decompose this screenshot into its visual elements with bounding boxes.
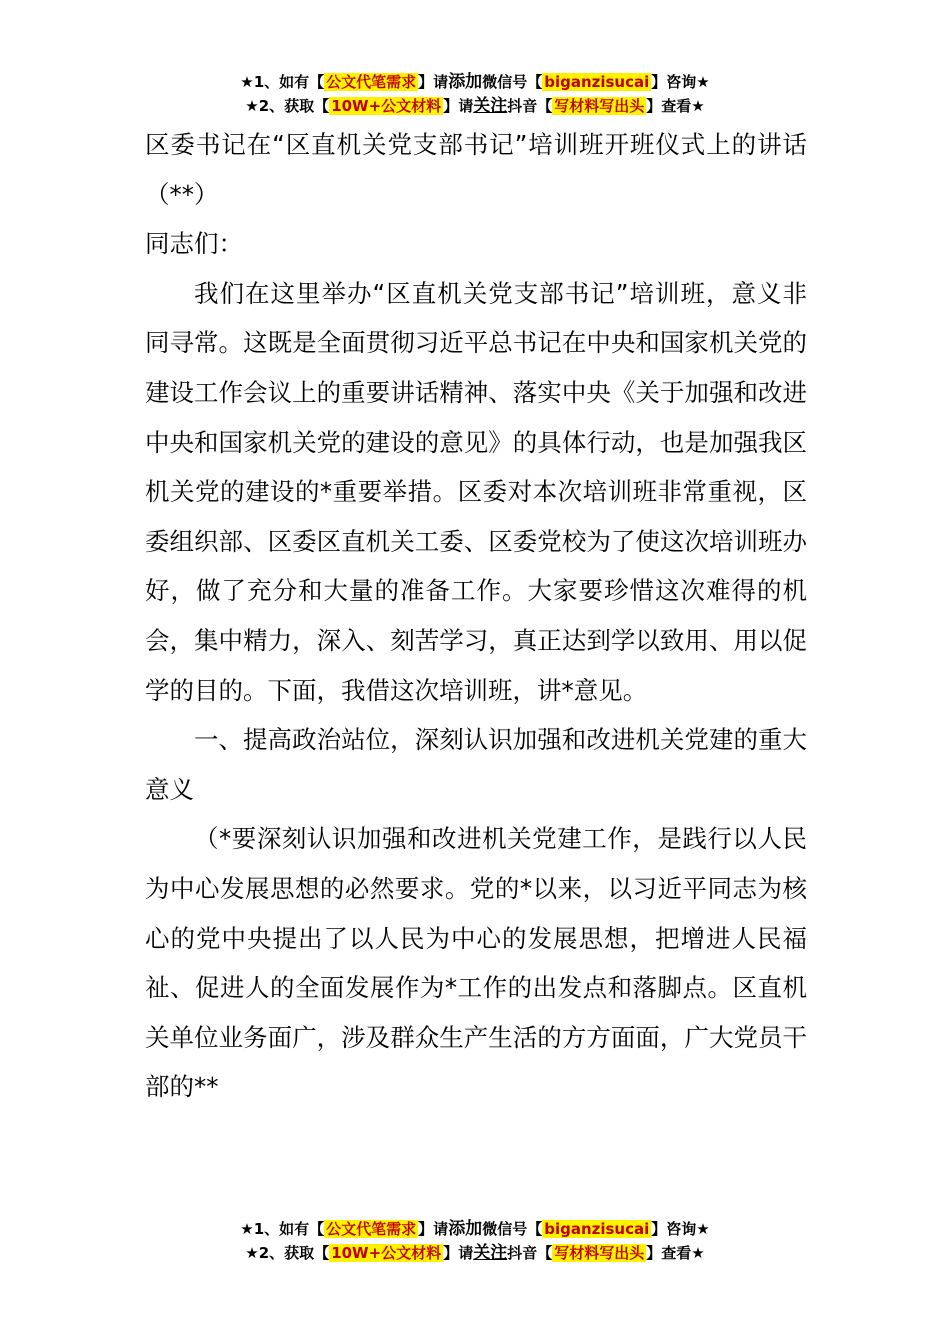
- document-title: 区委书记在“区直机关党支部书记”培训班开班仪式上的讲话（**）: [145, 130, 807, 209]
- highlight-label: 10W+公文材料: [331, 1244, 442, 1262]
- banner-text: 】请: [443, 1244, 474, 1262]
- douyin-account: 写材料写出头: [554, 97, 645, 115]
- wechat-id: biganzisucai: [544, 1220, 650, 1238]
- banner-text: 】请: [443, 97, 474, 115]
- banner-emphasis: 关注: [473, 96, 508, 116]
- wechat-id: biganzisucai: [544, 73, 650, 91]
- banner-text: 】咨询★: [651, 1220, 710, 1238]
- highlight-label: 公文代笔需求: [326, 73, 417, 91]
- banner-line-1: [0, 1217, 950, 1241]
- banner-text: 】查看★: [646, 97, 705, 115]
- banner-text: 】请: [418, 1220, 449, 1238]
- banner-emphasis: 关注: [473, 1243, 508, 1263]
- banner-line-1: [0, 70, 950, 94]
- highlight-label: 10W+公文材料: [331, 97, 442, 115]
- banner-text: 】咨询★: [651, 73, 710, 91]
- banner-text: 】请: [418, 73, 449, 91]
- banner-text: 微信号【: [482, 73, 543, 91]
- document-body: [145, 120, 807, 1112]
- bottom-banner: [0, 1217, 950, 1265]
- banner-emphasis: 添加: [448, 72, 483, 92]
- douyin-account: 写材料写出头: [554, 1244, 645, 1262]
- salutation: 同志们：: [145, 229, 243, 259]
- banner-text: ★1、如有【: [240, 1220, 325, 1238]
- banner-text: 抖音【: [507, 97, 553, 115]
- paragraph-intro: 我们在这里举办“区直机关党支部书记”培训班，意义非同寻常。这既是全面贯彻习近平总书记在中央和国家机关党的建设工作会议上的重要讲话精神、落实中央《关于加强和改进中央和国家机关党的建设的意见》的具体行动，也是加强我区机关党的建设的*重要举措。区委对本次培训班非常重视，区委组织部、区委区直机关工委、区委党校为了使这次培训班办好，做了充分和大量的准备工作。大家要珍惜这次难得的机会，集中精力，深入、刻苦学习，真正达到学以致用、用以促学的目的。下面，我借这次培训班，讲*意见。: [145, 278, 807, 705]
- highlight-label: 公文代笔需求: [326, 1220, 417, 1238]
- top-banner: [0, 70, 950, 118]
- banner-line-2: [0, 94, 950, 118]
- banner-text: 】查看★: [646, 1244, 705, 1262]
- banner-text: 微信号【: [482, 1220, 543, 1238]
- paragraph-body: （*要深刻认识加强和改进机关党建工作，是践行以人民为中心发展思想的必然要求。党的*以来，以习近平同志为核心的党中央提出了以人民为中心的发展思想，把增进人民福祉、促进人的全面发展作为*工作的出发点和落脚点。区直机关单位业务面广，涉及群众生产生活的方方面面，广大党员干部的**: [145, 824, 807, 1102]
- section-heading: 一、提高政治站位，深刻认识加强和改进机关党建的重大意义: [145, 725, 807, 804]
- banner-emphasis: 添加: [448, 1219, 483, 1239]
- banner-text: ★2、获取【: [245, 97, 330, 115]
- banner-text: ★2、获取【: [245, 1244, 330, 1262]
- banner-text: ★1、如有【: [240, 73, 325, 91]
- banner-line-2: [0, 1241, 950, 1265]
- banner-text: 抖音【: [507, 1244, 553, 1262]
